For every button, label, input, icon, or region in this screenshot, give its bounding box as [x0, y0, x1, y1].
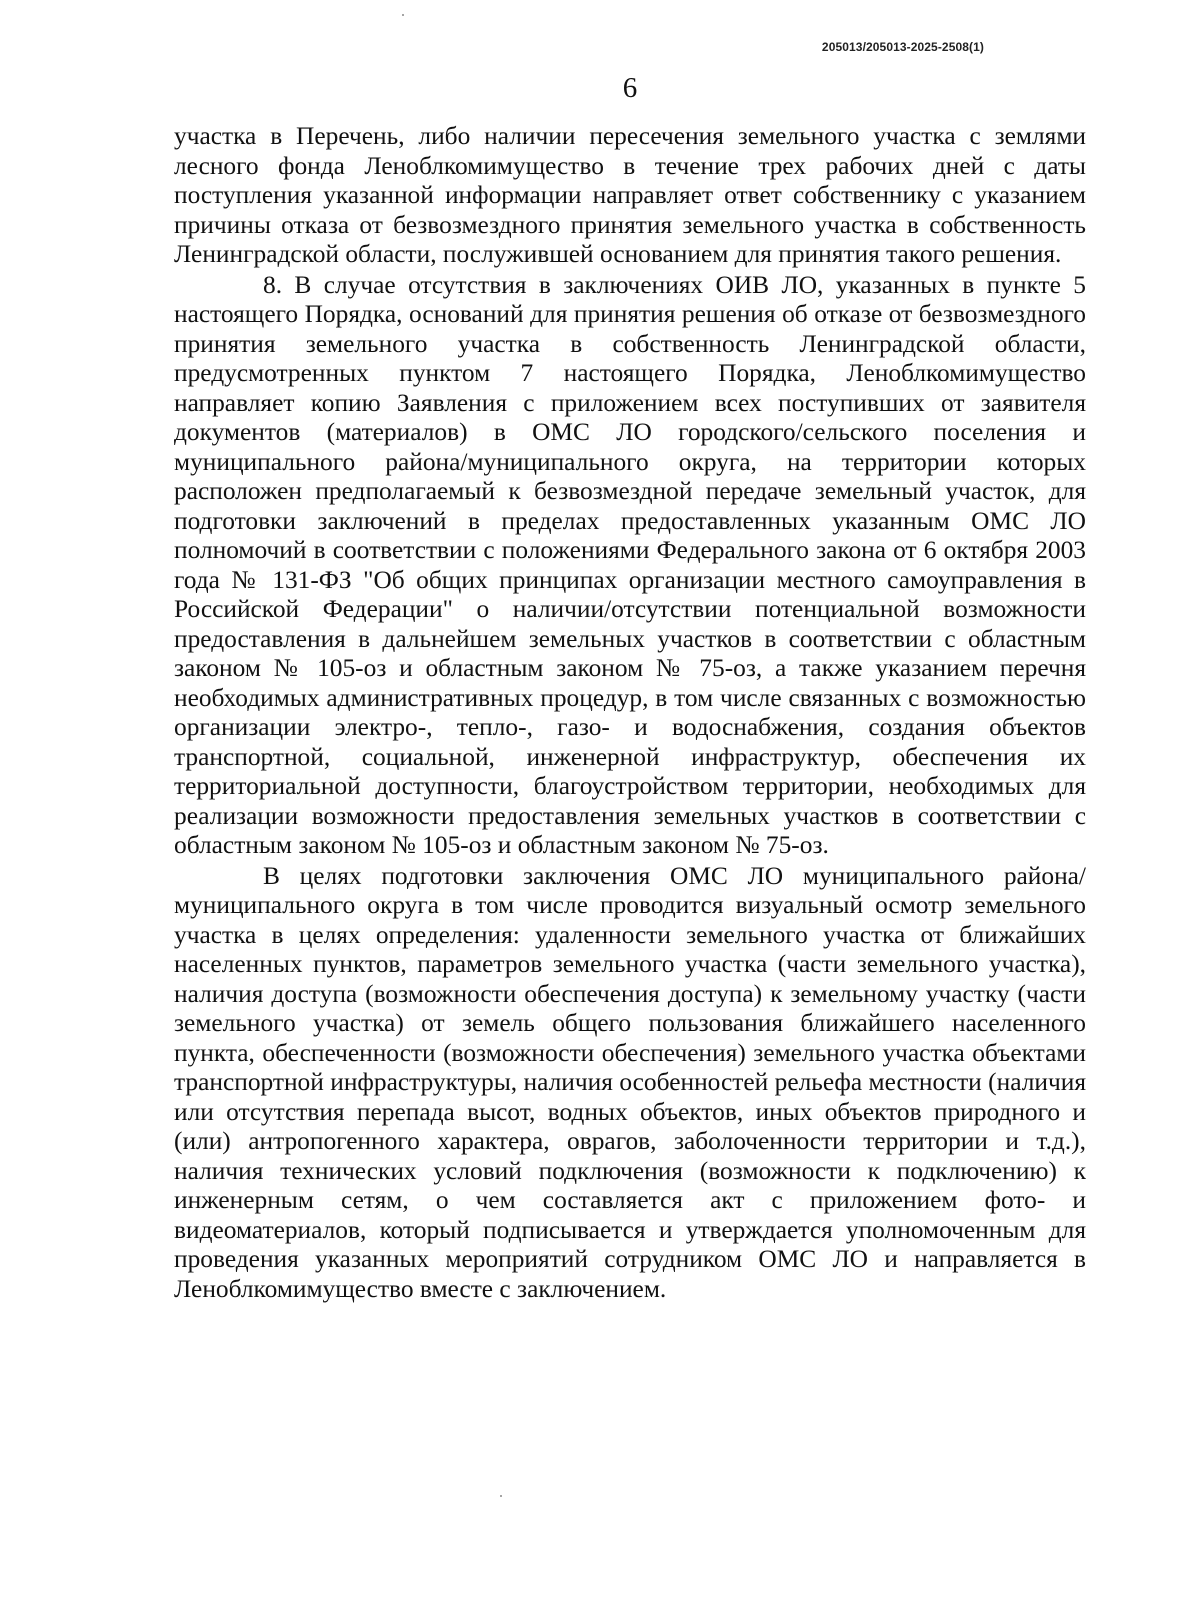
- paragraph-continuation: участка в Перечень, либо наличии пересечения земельного участка с землями лесного фонда Леноблкомимущество в течение трех рабочих дней с даты поступления указанной информации направляет ответ собственнику с указанием причины отказа от безвозмездного принятия земельного участка в собственность Ленинградской области, послужившей основанием для принятия такого решения.: [174, 122, 1086, 268]
- scan-speck: [402, 14, 404, 16]
- scan-speck: [500, 1495, 502, 1497]
- document-id: 205013/205013-2025-2508(1): [821, 40, 984, 54]
- paragraph-inspection: В целях подготовки заключения ОМС ЛО муниципального района/муниципального округа в том числе проводится визуальный осмотр земельного участка в целях определения: удаленности земельного участка от ближайших населенных пунктов, параметров земельного участка (части земельного участка), наличия доступа (возможности обеспечения доступа) к земельному участку (части земельного участка) от земель общего пользования ближайшего населенного пункта, обеспеченности (возможности обеспечения) земельного участка объектами транспортной инфраструктуры, наличия особенностей рельефа местности (наличия или отсутствия перепада высот, водных объектов, иных объектов природного и (или) антропогенного характера, оврагов, заболоченности территории и т.д.), наличия технических условий подключения (возможности к подключению) к инженерным сетям, о чем составляется акт с приложением фото- и видеоматериалов, который подписывается и утверждается уполномоченным для проведения указанных мероприятий сотрудником ОМС ЛО и направляется в Леноблкомимущество вместе с заключением.: [174, 861, 1086, 1303]
- document-body: [174, 122, 1086, 1304]
- page-number: 6: [622, 72, 638, 104]
- paragraph-item-8: 8. В случае отсутствия в заключениях ОИВ ЛО, указанных в пункте 5 настоящего Порядка, оснований для принятия решения об отказе от безвозмездного принятия земельного участка в собственность Ленинградской области, предусмотренных пунктом 7 настоящего Порядка, Леноблкомимущество направляет копию Заявления с приложением всех поступивших от заявителя документов (материалов) в ОМС ЛО городского/сельского поселения и муниципального района/муниципального округа, на территории которых расположен предполагаемый к безвозмездной передаче земельный участок, для подготовки заключений в пределах предоставленных указанным ОМС ЛО полномочий в соответствии с положениями Федерального закона от 6 октября 2003 года № 131-ФЗ "Об общих принципах организации местного самоуправления в Российской Федерации" о наличии/отсутствии потенциальной возможности предоставления в дальнейшем земельных участков в соответствии с областным законом № 105-оз и областным законом № 75-оз, а также указанием перечня необходимых административных процедур, в том числе связанных с возможностью организации электро-, тепло-, газо- и водоснабжения, создания объектов транспортной, социальной, инженерной инфраструктур, обеспечения их территориальной доступности, благоустройством территории, необходимых для реализации возможности предоставления земельных участков в соответствии с областным законом № 105-оз и областным законом № 75-оз.: [174, 270, 1086, 859]
